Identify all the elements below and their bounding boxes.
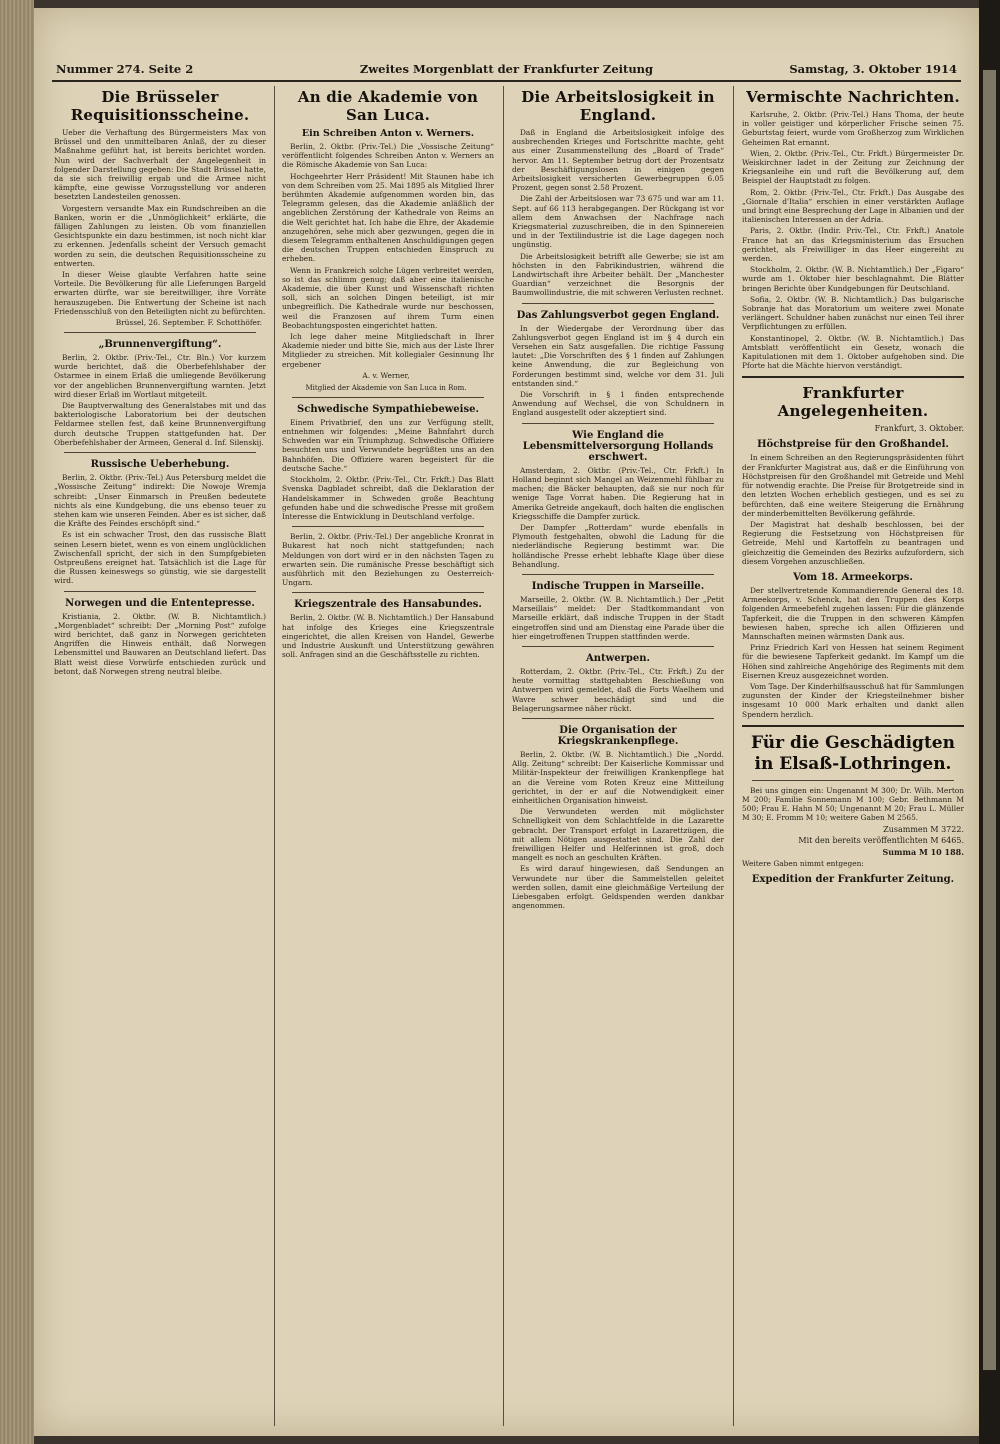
article-paragraph: Vom Tage. Der Kinderhilfsausschuß hat für Sammlungen zugunsten der Kinder der Kriegsteilnehmer bisher insgesamt 10 000 Mark erhalten und dankt allen Spendern herzlich. [742,681,964,719]
donation-note: Weitere Gaben nimmt entgegen: [742,858,864,868]
column-2 [282,86,494,1430]
article-paragraph: Es ist ein schwacher Trost, den das russische Blatt seinen Lesern bietet, wenn es von einem unglücklichen Zwischenfall spricht, der sich in den Sumpfgebieten Ostpreußens ereignet hat. Tatsächlich ist die Lage für die Russen keineswegs so günstig, wie sie dargestellt wird. [54,530,266,586]
article-paragraph: Rotterdam, 2. Oktbr. (Priv.-Tel., Ctr. Frkft.) Zu der heute vormittag stattgehabten Beschießung von Antwerpen wird gemeldet, daß die Forts Waelhem und Wavre schwer beschädigt sind und die Belagerungsarmee näher rückt. [512,666,724,713]
divider [522,574,714,575]
section-heading: „Brunnenvergiftung“. [98,339,222,351]
expedition-line: Expedition der Frankfurter Zeitung. [751,873,955,885]
article-paragraph: Vorgestern versandte Max ein Rundschreiben an die Banken, worin er die „Unmöglichkeit“ erklärte, die fälligen Zahlungen zu leisten. Ob vom finanziellen Gesichtspunkte ein dazu bestimmen, ist noch nicht klar zu erkennen. Jedenfalls scheint der Versuch gemacht worden zu sein, die deutschen Requisitionsscheine zu entwerten. [54,203,266,268]
section-heading: Vom 18. Armeekorps. [793,571,913,583]
news-item: Rom, 2. Oktbr. (Priv.-Tel., Ctr. Frkft.) Das Ausgabe des „Giornale d'Italia“ erschien in einer verstärkten Auflage und bringt eine Besprechung der Lage in Albanien und der italienischen Interessen an der Adria. [742,187,964,225]
column-4 [742,86,964,1430]
section-heading: Antwerpen. [586,652,650,664]
divider [522,718,714,719]
news-item: Stockholm, 2. Oktbr. (W. B. Nichtamtlich.) Der „Figaro“ wurde am 1. Oktober hier beschlagnahmt. Die Blätter bringen Berichte über Kundgebungen für Deutschland. [742,265,964,293]
article-paragraph: In einem Schreiben an den Regierungspräsidenten führt der Frankfurter Magistrat aus, daß er die Einführung von Höchstpreisen für den Großhandel mit Getreide und Mehl für notwendig erachte. Die Preise für Brotgetreide sind in den letzten Wochen erheblich gestiegen, und es sei zu befürchten, daß eine weitere Steigerung die Ernährung der minderbemittelten Bevölkerung gefährde. [742,453,964,518]
newspaper-name: Zweites Morgenblatt der Frankfurter Zeitung [359,62,654,76]
article-signature: A. v. Werner, [362,370,410,380]
article-paragraph: Berlin, 2. Oktbr. (Priv.-Tel.) Der angebliche Kronrat in Bukarest hat noch nicht stattgefunden; nach Meldungen von dort wird er in den nächsten Tagen zu erwarten sein. Die rumänische Presse beschäftigt sich ausführlich mit den Beziehungen zu Oesterreich-Ungarn. [282,532,494,588]
news-item: Sofia, 2. Oktbr. (W. B. Nichtamtlich.) Das bulgarische Sobranje hat das Moratorium um weitere zwei Monate verlängert. Schuldner haben zunächst nur einen Teil ihrer Verpflichtungen zu erfüllen. [742,294,964,332]
article-paragraph: Marseille, 2. Oktbr. (W. B. Nichtamtlich.) Der „Petit Marseillais“ meldet: Der Stadtkommandant von Marseille erklärt, daß indische Truppen in der Stadt eingetroffen sind und am Dienstag eine Parade über die hier eingetroffenen Truppen stattfinden werde. [512,594,724,641]
article-paragraph: Prinz Friedrich Karl von Hessen hat seinem Regiment für die bewiesene Tapferkeit gedankt. Im Kampf um die Höhen sind zahlreiche Angehörige des Regiments mit dem Eisernen Kreuz ausgezeichnet worden. [742,643,964,680]
divider [522,646,714,647]
appeal-title: Für die Geschädigten in Elsaß-Lothringen. [751,732,955,774]
section-heading: Wie England die Lebensmittelversorgung Hollands erschwert. [522,429,714,463]
article-subtitle: Ein Schreiben Anton v. Werners. [301,128,475,139]
article-paragraph: Daß in England die Arbeitslosigkeit infolge des ausbrechenden Krieges und Fortschritte machte, geht aus einer Zusammenstellung des „Board of Trade“ hervor. Am 11. September betrug dort der Prozentsatz der Beschäftigungslosen in einigen gegen Arbeitslosigkeit versicherten Gewerbegruppen 6.05 Prozent, gegen sonst 2.58 Prozent. [512,128,724,193]
section-heading: Das Zahlungsverbot gegen England. [516,309,720,321]
dateline: Frankfurt, 3. Oktober. [874,424,964,434]
article-paragraph: Die Zahl der Arbeitslosen war 73 675 und war am 11. Sept. auf 66 113 herabgegangen. Der Rückgang ist vor allem dem Anwachsen der Nachfrage nach Kriegsmaterial zuzuschreiben, die in den Spinnereien und in der Textilindustrie ist die Lage dagegen noch ungünstig. [512,194,724,250]
article-paragraph: Berlin, 2. Oktbr. (Priv.-Tel.) Aus Petersburg meldet die „Wossische Zeitung“ indirekt: Die Nowoje Wremja schreibt: „Unser Einmarsch in Preußen bedeutete nichts als eine Kundgebung, die uns ebenso teuer zu stehen kam wie unseren Feinden. Aber es ist sicher, daß die Kräfte des Feindes erschöpft sind.“ [54,473,266,529]
section-heading: Höchstpreise für den Großhandel. [757,439,949,451]
section-heading: Die Organisation der Kriegskrankenpflege. [557,724,679,747]
article-paragraph: Einem Privatbrief, den uns zur Verfügung stellt, entnehmen wir folgendes: „Meine Bahnfahrt durch Schweden war ein Triumphzug. Schwedische Offiziere besuchten uns und Verwundete begrüßten uns an den Bahnhöfen. Die Offiziere waren begeistert für die deutsche Sache.“ [282,417,494,473]
donation-previous: Mit den bereits veröffentlichten M 6465. [798,835,964,845]
donation-subtotal: Zusammen M 3722. [883,824,964,834]
article-paragraph: Der Magistrat hat deshalb beschlossen, bei der Regierung die Festsetzung von Höchstpreisen für Getreide, Mehl und Kartoffeln zu beantragen und gleichzeitig die Gemeinden des Bezirks aufzufordern, sich diesem Vorgehen anzuschließen. [742,519,964,566]
signature-title: Mitglied der Akademie von San Luca in Rom. [305,383,467,392]
divider [292,526,484,527]
news-item: Wien, 2. Oktbr. (Priv.-Tel., Ctr. Frkft.) Bürgermeister Dr. Weiskirchner ladet in der Zeitung zur Zeichnung der Kriegsanleihe ein und ruft die Bevölkerung auf, dem Beispiel der Hauptstadt zu folgen. [742,148,964,186]
divider [522,303,714,304]
article-paragraph: Berlin, 2. Oktbr. (Priv.-Tel.) Die „Vossische Zeitung“ veröffentlicht folgendes Schreiben Anton v. Werners an die Römische Akademie von San Luca: [282,142,494,170]
news-item: Paris, 2. Oktbr. (Indir. Priv.-Tel., Ctr. Frkft.) Anatole France hat an das Kriegsministerium das Ersuchen gerichtet, als Freiwilliger in das Heer eingereiht zu werden. [742,226,964,264]
column-divider [274,86,275,1426]
divider [292,397,484,398]
article-paragraph: Berlin, 2. Oktbr. (W. B. Nichtamtlich.) Die „Nordd. Allg. Zeitung“ schreibt: Der Kaiserliche Kommissar und Militär-Inspekteur der freiwilligen Krankenpflege hat an die Vereine vom Roten Kreuz eine Mitteilung gerichtet, in der er auf die Notwendigkeit einer einheitlichen Organisation hinweist. [512,749,724,805]
masthead [52,58,961,78]
divider [522,423,714,424]
newspaper-page [34,8,979,1436]
article-paragraph: Es wird darauf hingewiesen, daß Sendungen an Verwundete nur über die Sammelstellen geleitet werden sollen, damit eine gleichmäßige Verteilung der Liebesgaben erfolgt. Geldspenden werden dankbar angenommen. [512,864,724,911]
article-paragraph: Die Bauptverwaltung des Generalstabes mit und das bakteriologische Laboratorium bei der deutschen Feldarmee stellen fest, daß keine Brunnenvergiftung durch deutsche Truppen stattgefunden hat. Der Oberbefehlshaber der Armeen, General d. Inf. Silenskij. [54,401,266,447]
article-paragraph: Ich lege daher meine Mitgliedschaft in Ihrer Akademie nieder und bitte Sie, mich aus der Liste Ihrer Mitglieder zu streichen. Mit kollegialer Gesinnung Ihr ergebener [282,332,494,369]
article-paragraph: Die Vorschrift in § 1 finden entsprechende Anwendung auf Wechsel, die von Schuldnern in England ausgestellt oder akzeptiert sind. [512,390,724,418]
article-paragraph: Berlin, 2. Oktbr. (W. B. Nichtamtlich.) Der Hansabund hat infolge des Krieges eine Kriegszentrale eingerichtet, die allen Kreisen von Handel, Gewerbe und Industrie Auskunft und Unterstützung gewähren soll. Anfragen sind an die Geschäftsstelle zu richten. [282,613,494,660]
donation-list: Bei uns gingen ein: Ungenannt M 300; Dr. Wilh. Merton M 200; Familie Sonnemann M 100; Gebr. Bethmann M 500; Frau E. Hahn M 50; Ungenannt M 20; Frau L. Müller M 30; E. Fromm M 10; weitere Gaben M 2565. [742,785,964,823]
article-paragraph: In dieser Weise glaubte Verfahren hatte seine Vorteile. Die Bevölkerung für alle Lieferungen Bargeld erwarten dürfte, war sie bereitwilliger, ihre Vorräte herauszugeben. Die Entwertung der Scheine ist nach Friedensschluß von den Beteiligten nicht zu befürchten. [54,270,266,316]
section-title: Frankfurter Angelegenheiten. [777,384,929,421]
section-heading: Kriegszentrale des Hansabundes. [294,599,482,611]
article-paragraph: Der stellvertretende Kommandierende General des 18. Armeekorps, v. Schenck, hat den Truppen des Korps folgenden Armeebefehl zugehen lassen: Für die glänzende Tapferkeit, die die Truppen in den schweren Kämpfen bewiesen haben, spreche ich allen Offizieren und Mannschaften meinen wärmsten Dank aus. [742,585,964,641]
article-paragraph: Kristiania, 2. Oktbr. (W. B. Nichtamtlich.) „Morgenbladet“ schreibt: Der „Morning Post“ zufolge wird berichtet, daß ganz in Norwegen gerichteten Angriffen die Hinweis enthält, daß Norwegen Lebensmittel und Bauwaren an Deutschland liefert. Das Blatt weist diese Vorwürfe entschieden zurück und betont, daß Norwegen streng neutral bleibe. [54,611,266,676]
issue-number: Nummer 274. Seite 2 [56,62,194,76]
column-1 [54,86,266,1430]
column-divider [503,86,504,1426]
article-title: Die Arbeitslosigkeit in England. [521,88,715,124]
article-paragraph: Hochgeehrter Herr Präsident! Mit Staunen habe ich von dem Schreiben vom 25. Mai 1895 als Mitglied Ihrer berühmten Akademie aufgenommen worden bin, das Telegramm gelesen, das die Akademie anläßlich der angeblichen Zerstörung der Kathedrale von Reims an die Welt gerichtet hat. Ich habe die Ehre, der Akademie anzugehören, sehe mich aber gezwungen, gegen die in diesem Telegramm enthaltenen Anschuldigungen gegen die deutschen Truppen entschieden Einspruch zu erheben. [282,171,494,264]
article-paragraph: Stockholm, 2. Oktbr. (Priv.-Tel., Ctr. Frkft.) Das Blatt Svenska Dagbladet schreibt, daß die Deklaration der Handelskammer in Schweden große Beachtung gefunden habe und die schwedische Presse mit großem Interesse die Entwicklung in Deutschland verfolge. [282,475,494,521]
divider [64,452,256,453]
column-3 [512,86,724,1430]
adjacent-page-strip [983,70,996,1370]
section-rule [742,725,964,727]
issue-date: Samstag, 3. Oktober 1914 [789,62,957,76]
article-paragraph: Der Dampfer „Rotterdam“ wurde ebenfalls in Plymouth festgehalten, obwohl die Ladung für die niederländische Regierung bestimmt war. Die holländische Presse erhebt lebhafte Klage über diese Behandlung. [512,522,724,569]
divider [64,591,256,592]
article-title: Die Brüsseler Requisitionsscheine. [70,88,250,124]
donation-total: Summa M 10 188. [882,846,964,857]
article-paragraph: Amsterdam, 2. Oktbr. (Priv.-Tel., Ctr. Frkft.) In Holland beginnt sich Mangel an Weizenmehl fühlbar zu machen; die Bäcker behaupten, daß sie nur noch für wenige Tage Vorrat haben. Die Regierung hat in Amerika Getreide angekauft, doch halten die englischen Kriegsschiffe die Dampfer zurück. [512,465,724,521]
section-heading: Schwedische Sympathiebeweise. [297,403,479,415]
article-paragraph: Die Verwundeten werden mit möglichster Schnelligkeit von dem Schlachtfelde in die Lazarette gebracht. Der Transport erfolgt in Lazarettzügen, die mit allem Nötigen ausgestattet sind. Die Zahl der freiwilligen Helfer und Helferinnen ist groß, doch mangelt es noch an geschulten Kräften. [512,807,724,863]
divider [752,780,954,781]
article-paragraph: In der Wiedergabe der Verordnung über das Zahlungsverbot gegen England ist im § 4 durch ein Versehen ein Satz ausgefallen. Die richtige Fassung lautet: „Die Vorschriften des § 1 finden auf Zahlungen keine Anwendung, die zur Begleichung von Forderungen bestimmt sind, welche vor dem 31. Juli entstanden sind.“ [512,323,724,388]
section-heading: Indische Truppen in Marseille. [531,580,705,592]
article-title: Vermischte Nachrichten. [746,88,960,106]
page-stack-edge [0,0,34,1444]
article-paragraph: Wenn in Frankreich solche Lügen verbreitet werden, so ist das schlimm genug; daß aber eine italienische Akademie, die über Kunst und Wissenschaft richten soll, sich an solchen Dingen beteiligt, ist mir unbegreiflich. Die Kathedrale wurde nur beschossen, weil die Franzosen auf ihrem Turm einen Beobachtungsposten eingerichtet hatten. [282,265,494,330]
article-paragraph: Die Arbeitslosigkeit betrifft alle Gewerbe; sie ist am höchsten in den Fabrikindustrien, während die Landwirtschaft ihre Arbeiter behält. Der „Manchester Guardian“ verzeichnet die Besorgnis der Baumwollindustrie, die mit schweren Verlusten rechnet. [512,251,724,298]
article-paragraph: Berlin, 2. Oktbr. (Priv.-Tel., Ctr. Bln.) Vor kurzem wurde berichtet, daß die Oberbefehlshaber der Ostarmee in einem Erlaß die umliegende Bevölkerung vor der angeblichen Brunnenvergiftung warnten. Jetzt wird dieser Erlaß im Wortlaut mitgeteilt. [54,353,266,399]
section-heading: Norwegen und die Ententepresse. [65,597,255,609]
article-paragraph: Ueber die Verhaftung des Bürgermeisters Max von Brüssel und den unmittelbaren Anlaß, der zu dieser Maßnahme geführt hat, ist bereits berichtet worden. Nun wird der Sachverhalt der Angelegenheit in folgender Darstellung gegeben: Die Stadt Brüssel hatte, da sie sich freiwillig ergab und die Armee nicht kämpfte, eine gewisse Vorzugsstellung vor anderen besetzten Landesteilen genossen. [54,128,266,202]
news-item: Konstantinopel, 2. Oktbr. (W. B. Nichtamtlich.) Das Amtsblatt veröffentlicht ein Gesetz, wonach die Kapitulationen mit dem 1. Oktober aufgehoben sind. Die Pforte hat die Mächte hiervon verständigt. [742,333,964,371]
article-signature: Brüssel, 26. September. F. Schotthöfer. [115,318,262,328]
column-divider [733,86,734,1426]
divider [292,592,484,593]
section-rule [742,376,964,378]
news-item: Karlsruhe, 2. Oktbr. (Priv.-Tel.) Hans Thoma, der heute in voller geistiger und körperlicher Frische seinen 75. Geburtstag feiert, wurde vom Großherzog zum Wirklichen Geheimen Rat ernannt. [742,110,964,147]
masthead-rule [52,80,961,82]
section-heading: Russische Ueberhebung. [90,459,230,471]
divider [64,332,256,333]
article-title: An die Akademie von San Luca. [297,88,479,124]
